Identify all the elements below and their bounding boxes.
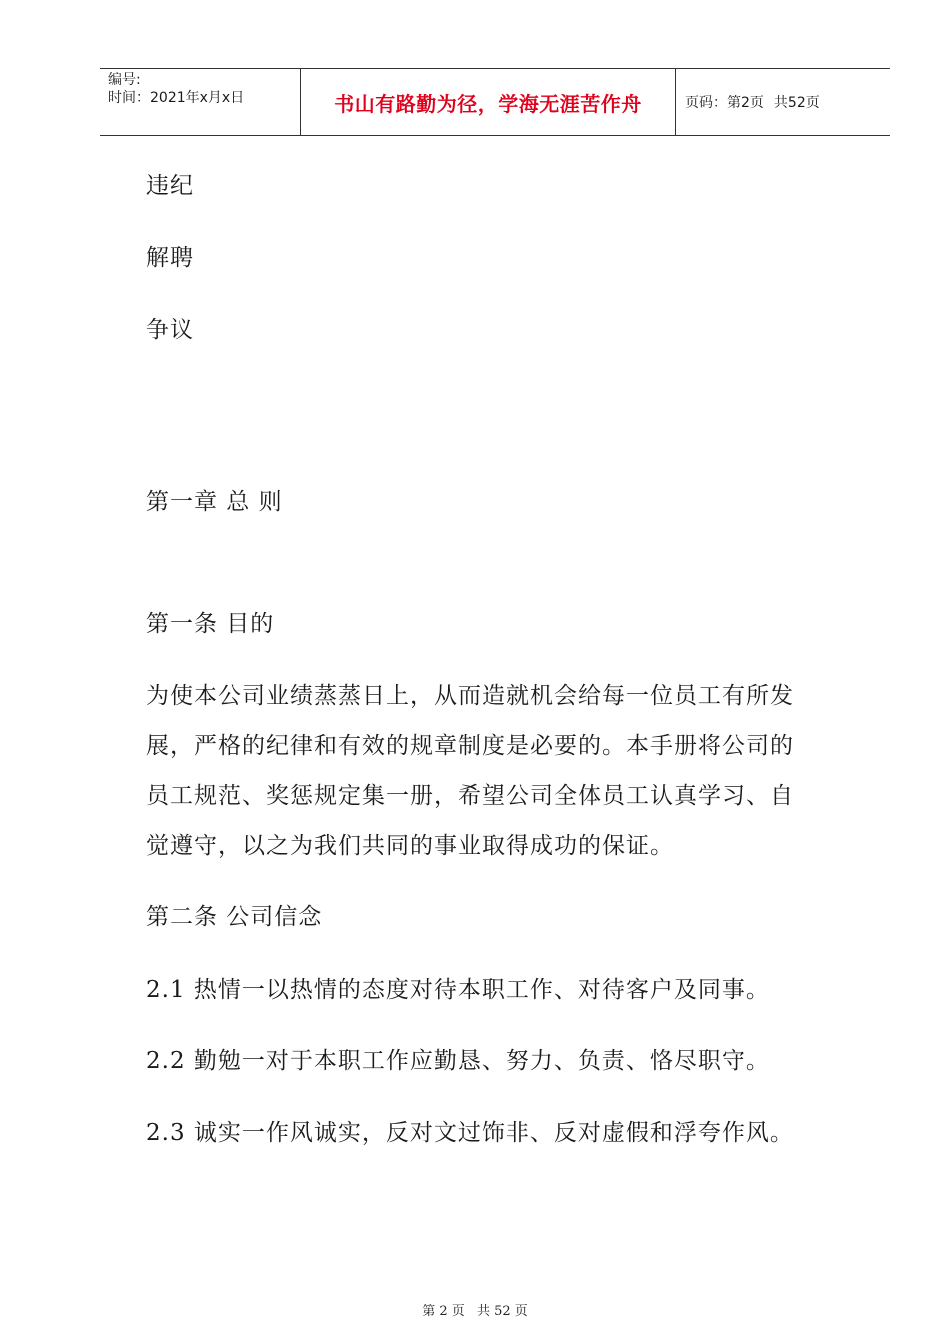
paragraph-line: 为使本公司业绩蒸蒸日上，从而造就机会给每一位员工有所发: [146, 683, 794, 709]
paragraph-line: 展，严格的纪律和有效的规章制度是必要的。本手册将公司的: [146, 733, 794, 759]
document-time: 时间：2021年x月x日: [108, 90, 245, 106]
article-1-body: [146, 671, 846, 871]
footer-page-number: 第 2 页: [422, 1304, 465, 1319]
paragraph-line: 觉遵守，以之为我们共同的事业取得成功的保证。: [146, 833, 674, 859]
document-number-label: 编号:: [108, 72, 141, 88]
header-meta: [100, 69, 301, 135]
paragraph-line: 员工规范、奖惩规定集一册，希望公司全体员工认真学习、自: [146, 783, 794, 809]
article-2-item: 2.2 勤勉一对于本职工作应勤恳、努力、负责、恪尽职守。: [146, 1048, 770, 1074]
article-2-title: 第二条 公司信念: [146, 904, 323, 930]
article-1-title: 第一条 目的: [146, 611, 275, 637]
header-motto: 书山有路勤为径，学海无涯苦作舟: [301, 69, 676, 135]
article-2-item: 2.3 诚实一作风诚实，反对文过饰非、反对虚假和浮夸作风。: [146, 1120, 794, 1146]
toc-item: 解聘: [146, 245, 194, 271]
toc-item: 争议: [146, 317, 194, 343]
toc-item: 违纪: [146, 173, 194, 199]
header-page-total: 共52页: [773, 95, 820, 111]
header-page-info: [676, 69, 890, 135]
article-2-item: 2.1 热情一以热情的态度对待本职工作、对待客户及同事。: [146, 977, 770, 1003]
chapter-title: 第一章 总 则: [146, 489, 283, 515]
page-header: [100, 68, 890, 136]
page-footer: [0, 1304, 950, 1320]
footer-page-total: 共 52 页: [476, 1304, 528, 1319]
header-page-current: 页码：第2页: [685, 95, 764, 111]
